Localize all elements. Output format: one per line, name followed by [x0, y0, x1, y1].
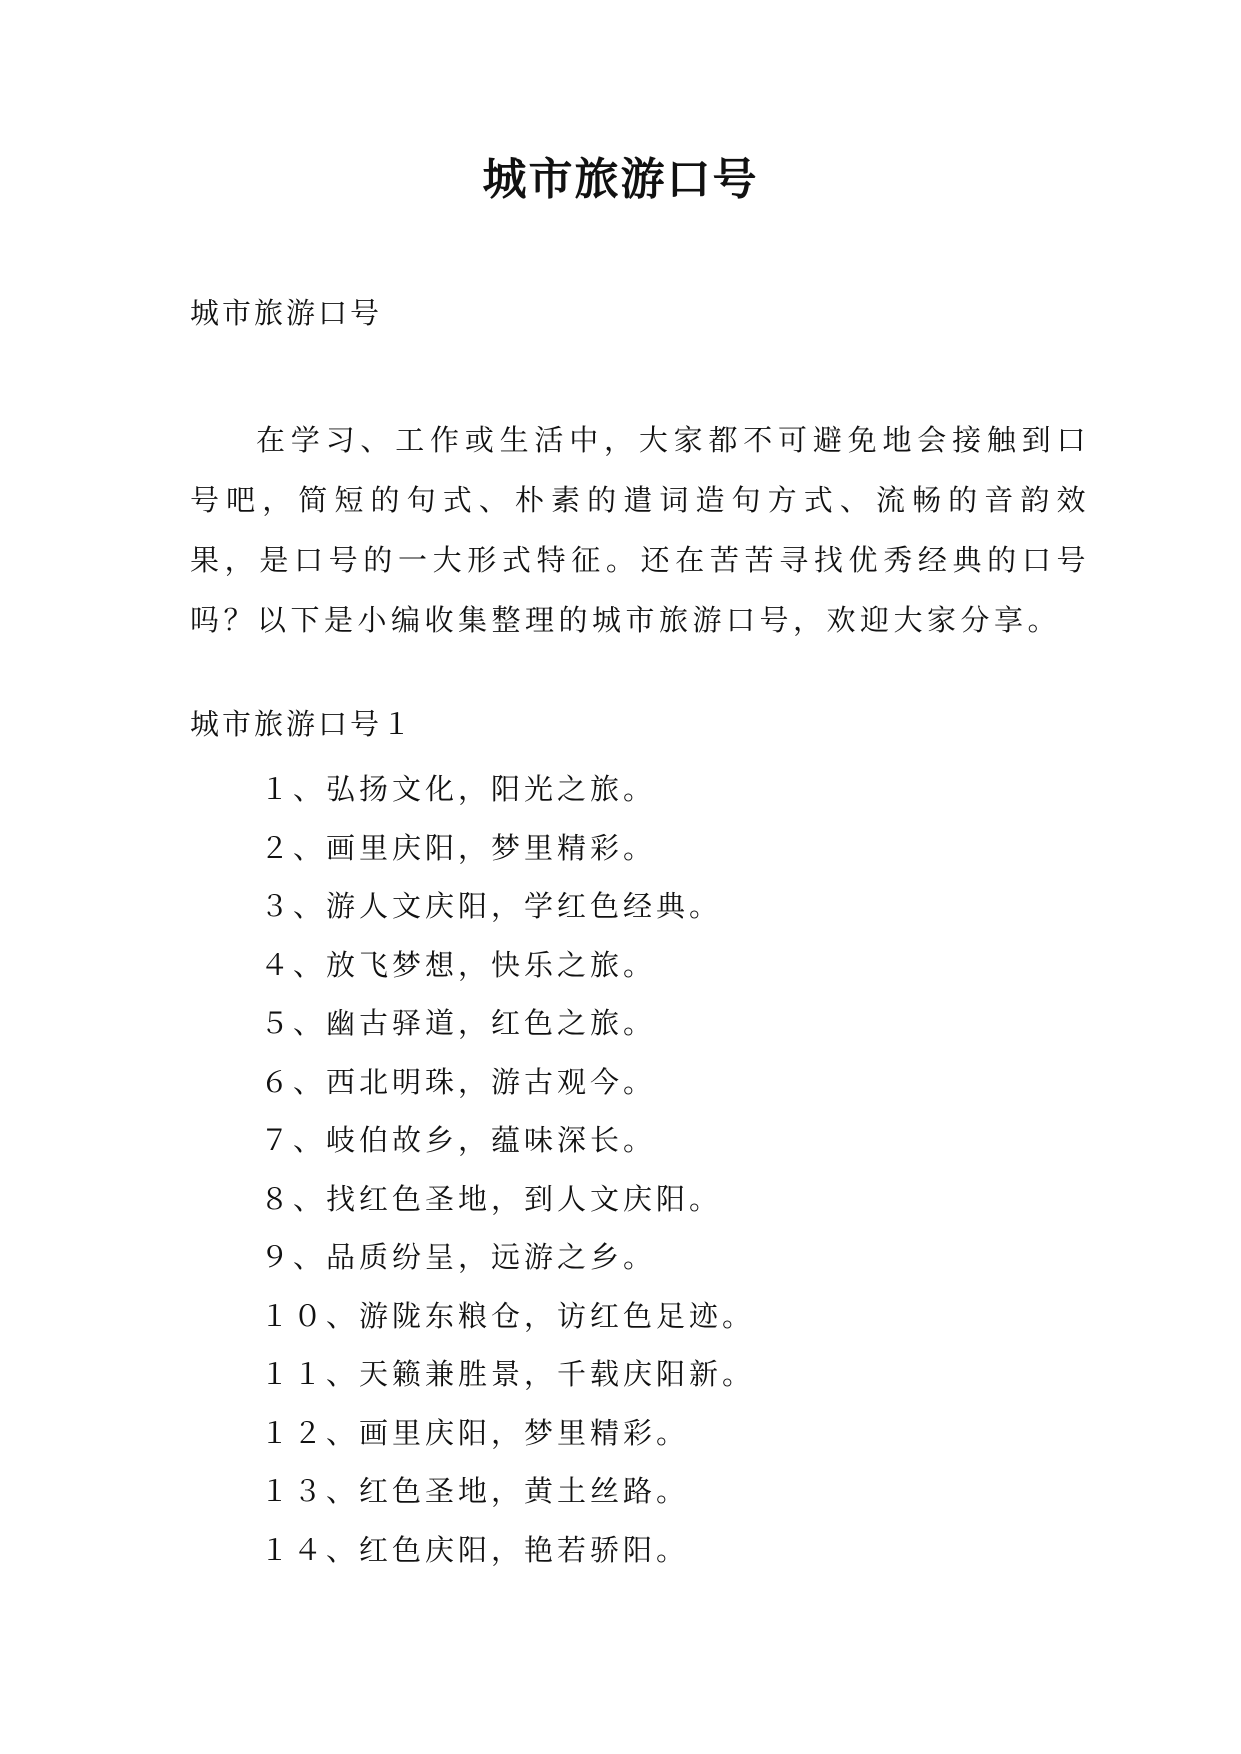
- slogan-item: １２、画里庆阳，梦里精彩。: [260, 1415, 690, 1450]
- slogan-item: ６、西北明珠，游古观今。: [260, 1064, 657, 1099]
- slogan-item: １３、红色圣地，黄土丝路。: [260, 1474, 690, 1508]
- document-title: 城市旅游口号: [482, 154, 759, 205]
- section-heading: 城市旅游口号１: [190, 707, 415, 741]
- document-subtitle: 城市旅游口号: [190, 296, 383, 330]
- slogan-item: ４、放飞梦想，快乐之旅。: [260, 947, 657, 982]
- slogan-item: ５、幽古驿道，红色之旅。: [260, 1006, 657, 1040]
- slogan-item: １４、红色庆阳，艳若骄阳。: [260, 1532, 690, 1567]
- slogan-item: ８、找红色圣地，到人文庆阳。: [260, 1181, 723, 1216]
- slogan-item: ７、岐伯故乡，蕴味深长。: [260, 1123, 657, 1157]
- slogan-item: ９、品质纷呈，远游之乡。: [260, 1240, 657, 1274]
- slogan-list: [260, 760, 755, 1579]
- slogan-item: １０、游陇东粮仓，访红色足迹。: [260, 1298, 756, 1333]
- slogan-item: ３、游人文庆阳，学红色经典。: [260, 889, 723, 923]
- slogan-item: ２、画里庆阳，梦里精彩。: [260, 830, 657, 865]
- slogan-item: １、弘扬文化，阳光之旅。: [260, 772, 657, 806]
- slogan-item: １１、天籁兼胜景，千载庆阳新。: [260, 1357, 756, 1391]
- intro-paragraph: 在学习、工作或生活中，大家都不可避免地会接触到口号吧，简短的句式、朴素的遣词造句方式、流畅的音韵效果，是口号的一大形式特征。还在苦苦寻找优秀经典的口号吗？以下是小编收集整理的城市旅游口号，欢迎大家分享。: [190, 423, 1090, 637]
